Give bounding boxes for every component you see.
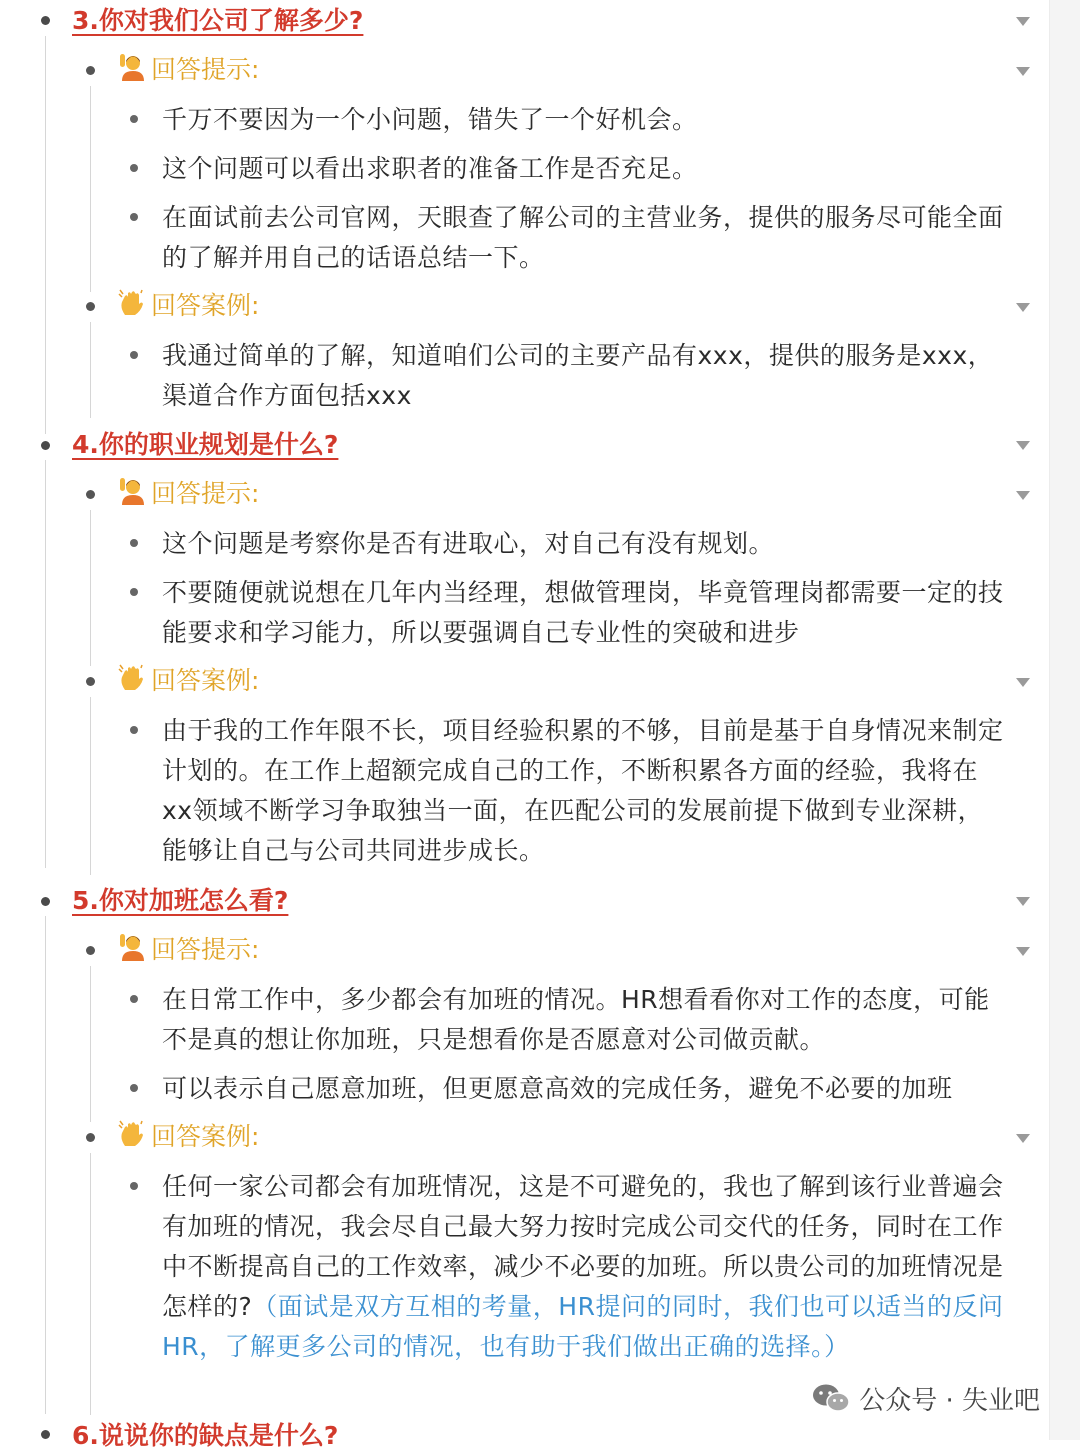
case-label: 回答案例: [117,288,259,324]
question-title: 3.你对我们公司了解多少? [72,6,364,35]
outline-bullet[interactable] [86,302,95,311]
outline-bullet[interactable] [130,351,138,359]
guide-line [90,322,91,418]
waving-hand-icon [117,288,147,318]
outline-bullet[interactable] [41,1430,50,1439]
raising-hand-icon [117,476,147,506]
tip-text: 这个问题可以看出求职者的准备工作是否充足。 [162,154,698,183]
outline-bullet[interactable] [130,213,138,221]
guide-line [45,36,46,434]
watermark-text: 公众号 · 失业吧 [859,1385,1040,1416]
guide-line [90,697,91,875]
outline-bullet[interactable] [130,1084,138,1092]
tip-label: 回答提示: [117,476,259,512]
collapse-arrow-icon[interactable] [1016,441,1030,450]
tip-text: 在日常工作中，多少都会有加班的情况。HR想看看你对工作的态度，可能不是真的想让你加班，只是想看你是否愿意对公司做贡献。 [162,985,990,1054]
collapse-arrow-icon[interactable] [1016,491,1030,500]
collapse-arrow-icon[interactable] [1016,67,1030,76]
outline-bullet[interactable] [130,995,138,1003]
waving-hand-icon [117,663,147,693]
tip-text: 千万不要因为一个小问题，错失了一个好机会。 [162,105,698,134]
wechat-icon [811,1382,851,1414]
case-label: 回答案例: [117,663,259,699]
outline-bullet[interactable] [86,677,95,686]
outline-bullet[interactable] [86,490,95,499]
waving-hand-icon [117,1119,147,1149]
guide-line [90,966,91,1122]
tip-text: 这个问题是考察你是否有进取心，对自己有没有规划。 [162,529,775,558]
collapse-gutter [1049,0,1080,1440]
guide-line [45,460,46,868]
collapse-arrow-icon[interactable] [1016,17,1030,26]
tip-label: 回答提示: [117,52,259,88]
tip-text: 可以表示自己愿意加班，但更愿意高效的完成任务，避免不必要的加班 [162,1074,953,1103]
collapse-arrow-icon[interactable] [1016,678,1030,687]
guide-line [90,86,91,292]
guide-line [45,916,46,1414]
case-text: 由于我的工作年限不长，项目经验积累的不够，目前是基于自身情况来制定计划的。在工作上超额完成自己的工作，不断积累各方面的经验，我将在xx领域不断学习争取独当一面，在匹配公司的发展前提下做到专业深耕，能够让自己与公司共同进步成长。 [162,716,1004,865]
raising-hand-icon [117,932,147,962]
question-title: 5.你对加班怎么看? [72,886,289,915]
outline-bullet[interactable] [130,115,138,123]
collapse-arrow-icon[interactable] [1016,1134,1030,1143]
case-note: （面试是双方互相的考量，HR提问的同时，我们也可以适当的反问HR，了解更多公司的情况，也有助于我们做出正确的选择。） [162,1292,1004,1361]
raising-hand-icon [117,52,147,82]
case-text: 我通过简单的了解，知道咱们公司的主要产品有xxx，提供的服务是xxx，渠道合作方面包括xxx [162,341,994,410]
guide-line [90,510,91,666]
tip-text: 在面试前去公司官网，天眼查了解公司的主营业务，提供的服务尽可能全面的了解并用自己的话语总结一下。 [162,203,1004,272]
outline-bullet[interactable] [86,66,95,75]
tip-label: 回答提示: [117,932,259,968]
collapse-arrow-icon[interactable] [1016,303,1030,312]
question-title: 4.你的职业规划是什么? [72,430,339,459]
outline-bullet[interactable] [130,1182,138,1190]
outline-bullet[interactable] [86,1133,95,1142]
outline-bullet[interactable] [130,588,138,596]
collapse-arrow-icon[interactable] [1016,947,1030,956]
watermark [805,1378,1046,1418]
outline-bullet[interactable] [41,16,50,25]
outline-bullet[interactable] [130,539,138,547]
outline-bullet[interactable] [130,726,138,734]
tip-text: 不要随便就说想在几年内当经理，想做管理岗，毕竟管理岗都需要一定的技能要求和学习能力，所以要强调自己专业性的突破和进步 [162,578,1004,647]
case-label: 回答案例: [117,1119,259,1155]
outline-bullet[interactable] [41,441,50,450]
collapse-arrow-icon[interactable] [1016,897,1030,906]
outline-bullet[interactable] [130,164,138,172]
outline-bullet[interactable] [41,897,50,906]
case-text-main: 任何一家公司都会有加班情况，这是不可避免的，我也了解到该行业普遍会有加班的情况，我会尽自己最大努力按时完成公司交代的任务，同时在工作中不断提高自己的工作效率，减少不必要的加班。所以贵公司的加班情况是怎样的? [162,1172,1004,1321]
guide-line [90,1153,91,1415]
case-text [162,1167,1004,1367]
outline-bullet[interactable] [86,946,95,955]
question-title-partial: 6.说说你的缺点是什么? [72,1421,339,1450]
